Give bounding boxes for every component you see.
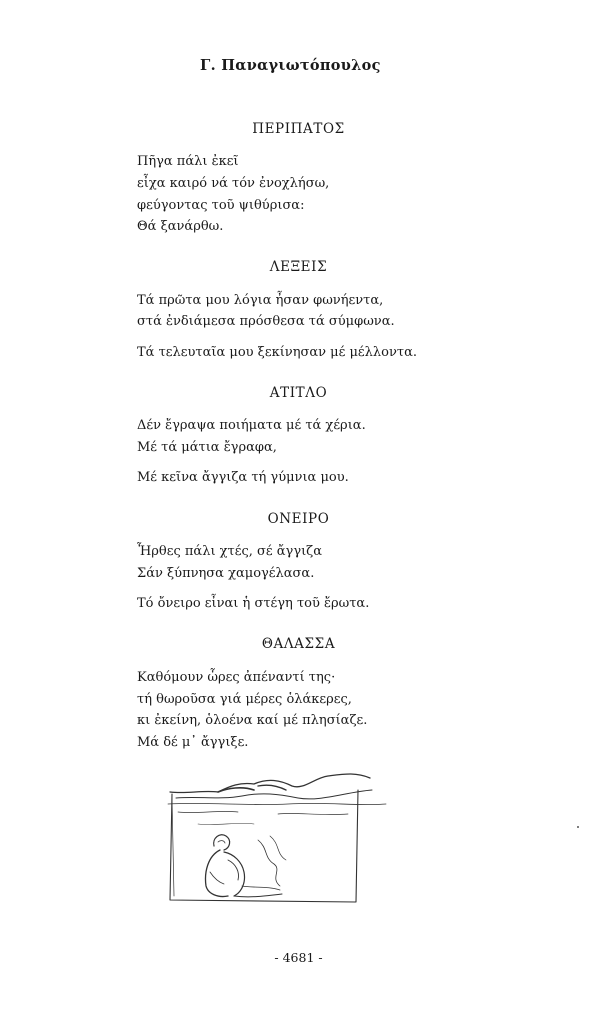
poem-line: Τά τελευταῖα μου ξεκίνησαν μέ μέλλοντα. — [137, 345, 417, 360]
poem-title-lexeis: ΛΕΞΕΙΣ — [269, 259, 328, 275]
poem-line: Δέν ἔγραψα ποιήματα μέ τά χέρια. — [137, 418, 366, 433]
poem-line: Μά δέ μ᾽ ἄγγιξε. — [137, 735, 249, 750]
poem-line: Ἦρθες πάλι χτές, σέ ἄγγιζα — [137, 544, 323, 559]
poem-line: Σάν ξύπνησα χαμογέλασα. — [137, 566, 315, 581]
poem-line: Θά ξανάρθω. — [137, 219, 224, 234]
poem-line: εἶχα καιρό νά τόν ἐνοχλήσω, — [137, 176, 330, 191]
poem-line: Πῆγα πάλι ἐκεῖ — [137, 154, 239, 169]
poem-line: στά ἐνδιάμεσα πρόσθεσα τά σύμφωνα. — [137, 314, 395, 329]
author-name: Γ. Παναγιωτόπουλος — [200, 57, 381, 74]
poem-line: Μέ τά μάτια ἔγραφα, — [137, 440, 277, 455]
poem-line: τή θωροῦσα γιά μέρες ὁλάκερες, — [137, 692, 352, 707]
poem-line: Μέ κεῖνα ἄγγιζα τή γύμνια μου. — [137, 470, 349, 485]
poem-line: Καθόμουν ὧρες ἀπέναντί της· — [137, 670, 336, 685]
poem-line: Τά πρῶτα μου λόγια ἦσαν φωνήεντα, — [137, 293, 384, 308]
poem-line: φεύγοντας τοῦ ψιθύρισα: — [137, 198, 305, 213]
poem-line: Τό ὄνειρο εἶναι ἡ στέγη τοῦ ἔρωτα. — [137, 596, 370, 611]
sea-shore-sketch-icon — [158, 768, 388, 908]
poem-title-peripatos: ΠΕΡΙΠΑΤΟΣ — [252, 121, 345, 137]
ink-speck — [577, 826, 579, 828]
poem-title-thalassa: ΘΑΛΑΣΣΑ — [261, 636, 336, 652]
poem-title-atitlo: ΑΤΙΤΛΟ — [269, 385, 328, 401]
poem-title-oneiro: ΟΝΕΙΡΟ — [267, 511, 330, 527]
page-number: - 4681 - — [274, 950, 323, 965]
poem-line: κι ἐκείνη, ὁλοένα καί μέ πλησίαζε. — [137, 713, 368, 728]
